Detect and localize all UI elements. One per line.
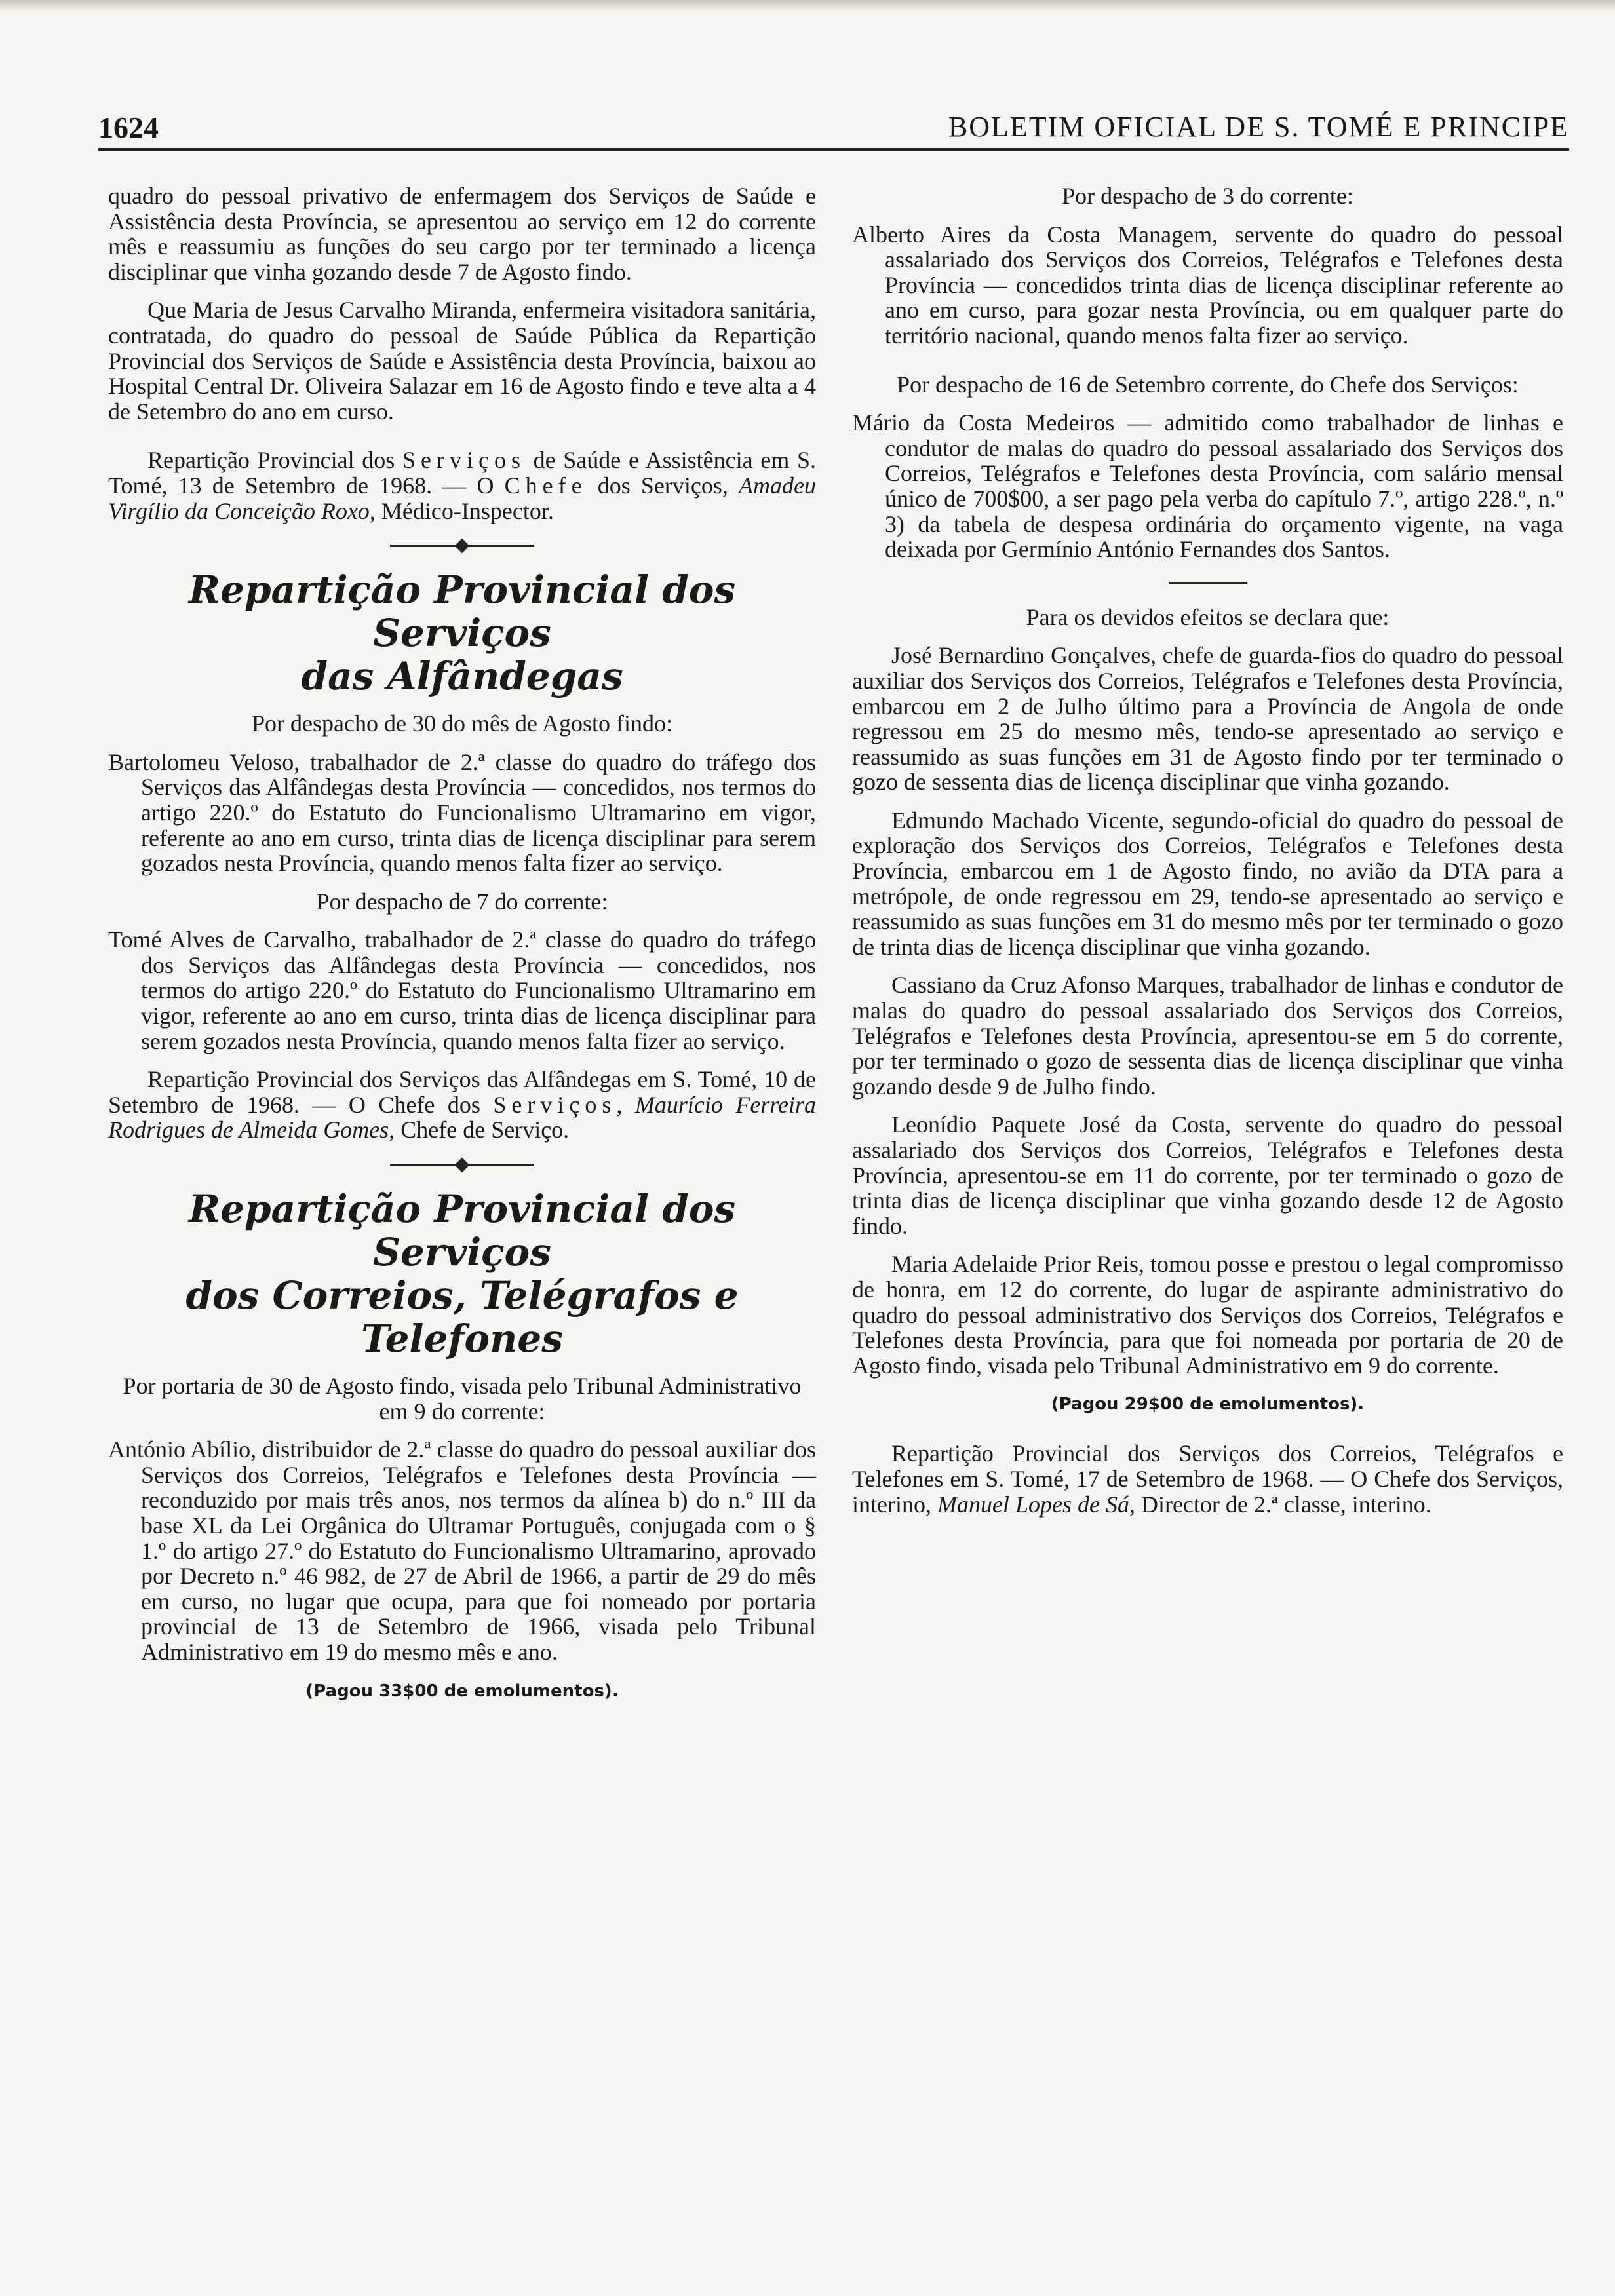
antonio-abilio-entry: António Abílio, distribuidor de 2.ª classe do quadro do pessoal auxiliar dos Serviços dos Correios, Telégrafos e Telefones desta Província — reconduzido por mais três anos, nos termos da alínea b) do n.º III da base XL da Lei Orgânica do Ultramar Português, conjugada com o § 1.º do artigo 27.º do Estatuto do Funcionalismo Ultramarino, aprovado por Decreto n.º 46 982, de 27 de Abril de 1966, a partir de 29 do mês em curso, no lugar que ocupa, para que foi nomeado por portaria provincial de 13 de Setembro de 1966, visada pelo Tribunal Administrativo em 19 do mesmo mês e ano. [108, 1436, 816, 1665]
journal-title: BOLETIM OFICIAL DE S. TOMÉ E PRINCIPE [948, 111, 1569, 143]
alfandegas-intro-1: Por despacho de 30 do mês de Agosto findo: [252, 710, 672, 737]
saude-continuation-paragraph: quadro do pessoal privativo de enfermagem dos Serviços de Saúde e Assistência desta Província, se apresentou ao serviço em 12 do corrente mês e reassumiu as funções do seu cargo por ter terminado a licença disciplinar que vinha gozando desde 7 de Agosto findo. [108, 183, 816, 285]
tome-carvalho-entry: Tomé Alves de Carvalho, trabalhador de 2.ª classe do quadro do tráfego dos Serviços das Alfândegas desta Província — concedidos, nos termos do artigo 220.º do Estatuto do Funcionalismo Ultramarino em vigor, referente ao ano em curso, trinta dias de licença disciplinar para serem gozados nesta Província, quando menos falta fizer ao serviço. [108, 927, 816, 1054]
alfandegas-signature-text-2: , [616, 1091, 635, 1118]
saude-signature-text-2: de Saúde e Assistência em S. Tomé, 13 de Setembro de 1968. — O [108, 447, 816, 499]
left-column [108, 183, 816, 1704]
edmundo-vicente-paragraph: Edmundo Machado Vicente, segundo-oficial do quadro do pessoal de exploração dos Serviços dos Correios, Telégrafos e Telefones desta Província, embarcou em 1 de Agosto findo, no avião da DTA para a metrópole, de onde regressou em 29, tendo-se apresentado ao serviço e reassumido as suas funções em 31 do mesmo mês por ter terminado o gozo de trinta dias de licença disciplinar que vinha gozando. [852, 807, 1563, 960]
saude-signature [108, 448, 816, 524]
scan-edge [0, 0, 1615, 12]
alfandegas-signatory-name: Maurício Ferreira Rodrigues de Almeida Gomes [108, 1091, 816, 1143]
header-rule [98, 148, 1569, 151]
bartolomeu-entry: Bartolomeu Veloso, trabalhador de 2.ª classe do quadro do tráfego dos Serviços das Alfândegas desta Província — concedidos, nos termos do artigo 220.º do Estatuto do Funcionalismo Ultramarino em vigor, referente ao ano em curso, trinta dias de licença disciplinar para serem gozados nesta Província, quando menos falta fizer ao serviço. [108, 748, 816, 877]
jose-goncalves-paragraph: José Bernardino Gonçalves, chefe de guarda-fios do quadro do pessoal auxiliar dos Serviços dos Correios, Telégrafos e Telefones desta Província, embarcou em 2 de Julho último para a Província de Angola de onde regressou em 25 do mesmo mês, tendo-se apresentado ao serviço e reassumido as suas funções em 31 de Agosto findo por ter terminado o gozo de sessenta dias de licença disciplinar que vinha gozando. [852, 642, 1563, 795]
ctt-title-line-1: Repartição Provincial dos Serviços [188, 1187, 736, 1275]
leonidio-costa-paragraph: Leonídio Paquete José da Costa, servente do quadro do pessoal assalariado dos Serviços dos Correios, Telégrafos e Telefones desta Província, apresentou-se em 11 do corrente, por ter terminado o gozo de trinta dias de licença disciplinar que vinha gozando desde 12 de Agosto findo. [852, 1111, 1563, 1239]
page-number: 1624 [98, 111, 159, 144]
payment-note-2: (Pagou 29$00 de emolumentos). [1051, 1394, 1365, 1415]
maria-reis-paragraph: Maria Adelaide Prior Reis, tomou posse e prestou o legal compromisso de honra, em 12 do corrente, do lugar de aspirante administrativo do quadro do pessoal administrativo dos Serviços dos Correios, Telégrafos e Telefones desta Província, para que foi nomeada por portaria de 20 de Agosto findo, visada pelo Tribunal Administrativo em 9 do corrente. [852, 1251, 1563, 1379]
ctt-signature-text-2: , Director de 2.ª classe, interino. [1129, 1491, 1431, 1518]
ctt-intro: Por portaria de 30 de Agosto findo, visada pelo Tribunal Administrativo em 9 do corrente: [123, 1373, 802, 1425]
declara-intro: Para os devidos efeitos se declara que: [1026, 603, 1390, 630]
divider-rule [1169, 582, 1247, 584]
alberto-managem-entry: Alberto Aires da Costa Managem, servente do quadro do pessoal assalariado dos Serviços dos Correios, Telégrafos e Telefones desta Província — concedidos trinta dias de licença disciplinar referente ao ano em curso, para gozar nesta Província, ou em qualquer parte do território nacional, quando menos falta fizer ao serviço. [852, 221, 1563, 349]
saude-signature-text: Repartição Provincial dos [147, 447, 402, 474]
section-ornament [390, 542, 534, 548]
payment-note-1: (Pagou 33$00 de emolumentos). [305, 1681, 619, 1701]
saude-signatory-name: Amadeu Virgílio da Conceição Roxo [108, 472, 816, 524]
ctt-signature [852, 1441, 1563, 1517]
maria-miranda-paragraph: Que Maria de Jesus Carvalho Miranda, enfermeira visitadora sanitária, contratada, do quadro do pessoal de Saúde Pública da Repartição Provincial dos Serviços de Saúde e Assistência desta Província, baixou ao Hospital Central Dr. Oliveira Salazar em 16 de Agosto findo e teve alta a 4 de Setembro do ano em curso. [108, 297, 816, 425]
page-header [98, 105, 1569, 151]
saude-signature-text-4: , Médico-Inspector. [369, 497, 554, 524]
mario-medeiros-entry: Mário da Costa Medeiros — admitido como trabalhador de linhas e condutor de malas do quadro do pessoal assalariado dos Serviços dos Correios, Telégrafos e Telefones desta Província, com salário mensal único de 700$00, a ser pago pela verba do capítulo 7.º, artigo 228.º, n.º 3) da tabela de despesa ordinária do orçamento vigente, na vaga deixada por Germínio António Fernandes dos Santos. [852, 410, 1563, 563]
saude-signature-chefe: Chefe [504, 472, 587, 499]
alfandegas-signature-text-3: , Chefe de Serviço. [389, 1117, 570, 1143]
saude-signature-spaced: Serviços [402, 447, 526, 474]
alfandegas-intro-2: Por despacho de 7 do corrente: [316, 888, 608, 915]
right-intro-1: Por despacho de 3 do corrente: [1062, 183, 1353, 209]
alfandegas-title-line-2: das Alfândegas [301, 654, 623, 699]
section-ornament-2 [390, 1161, 534, 1168]
alfandegas-title-line-1: Repartição Provincial dos Serviços [188, 567, 736, 656]
alfandegas-signature [108, 1067, 816, 1143]
alfandegas-signature-spaced: Serviços [493, 1091, 617, 1118]
right-intro-2: Por despacho de 16 de Setembro corrente, do Chefe dos Serviços: [897, 371, 1519, 398]
saude-signature-text-3: dos Serviços, [587, 472, 739, 499]
ctt-title-line-2: dos Correios, Telégrafos e Telefones [185, 1273, 739, 1362]
ctt-signatory-name: Manuel Lopes de Sá [937, 1491, 1129, 1518]
alfandegas-signature-text: Repartição Provincial dos Serviços das Alfândegas em S. Tomé, 10 de Setembro de 1968. — O Chefe dos [108, 1066, 816, 1118]
right-column [852, 183, 1563, 1517]
ctt-signature-text: Repartição Provincial dos Serviços dos Correios, Telégrafos e Telefones em S. Tomé, 17 de Setembro de 1968. — O Chefe dos Serviços, interino, [852, 1440, 1563, 1518]
cassiano-marques-paragraph: Cassiano da Cruz Afonso Marques, trabalhador de linhas e condutor de malas do quadro do pessoal assalariado dos Serviços dos Correios, Telégrafos e Telefones desta Província, apresentou-se em 5 do corrente, por ter terminado o gozo de sessenta dias de licença disciplinar que vinha gozando desde 9 de Julho findo. [852, 972, 1563, 1100]
